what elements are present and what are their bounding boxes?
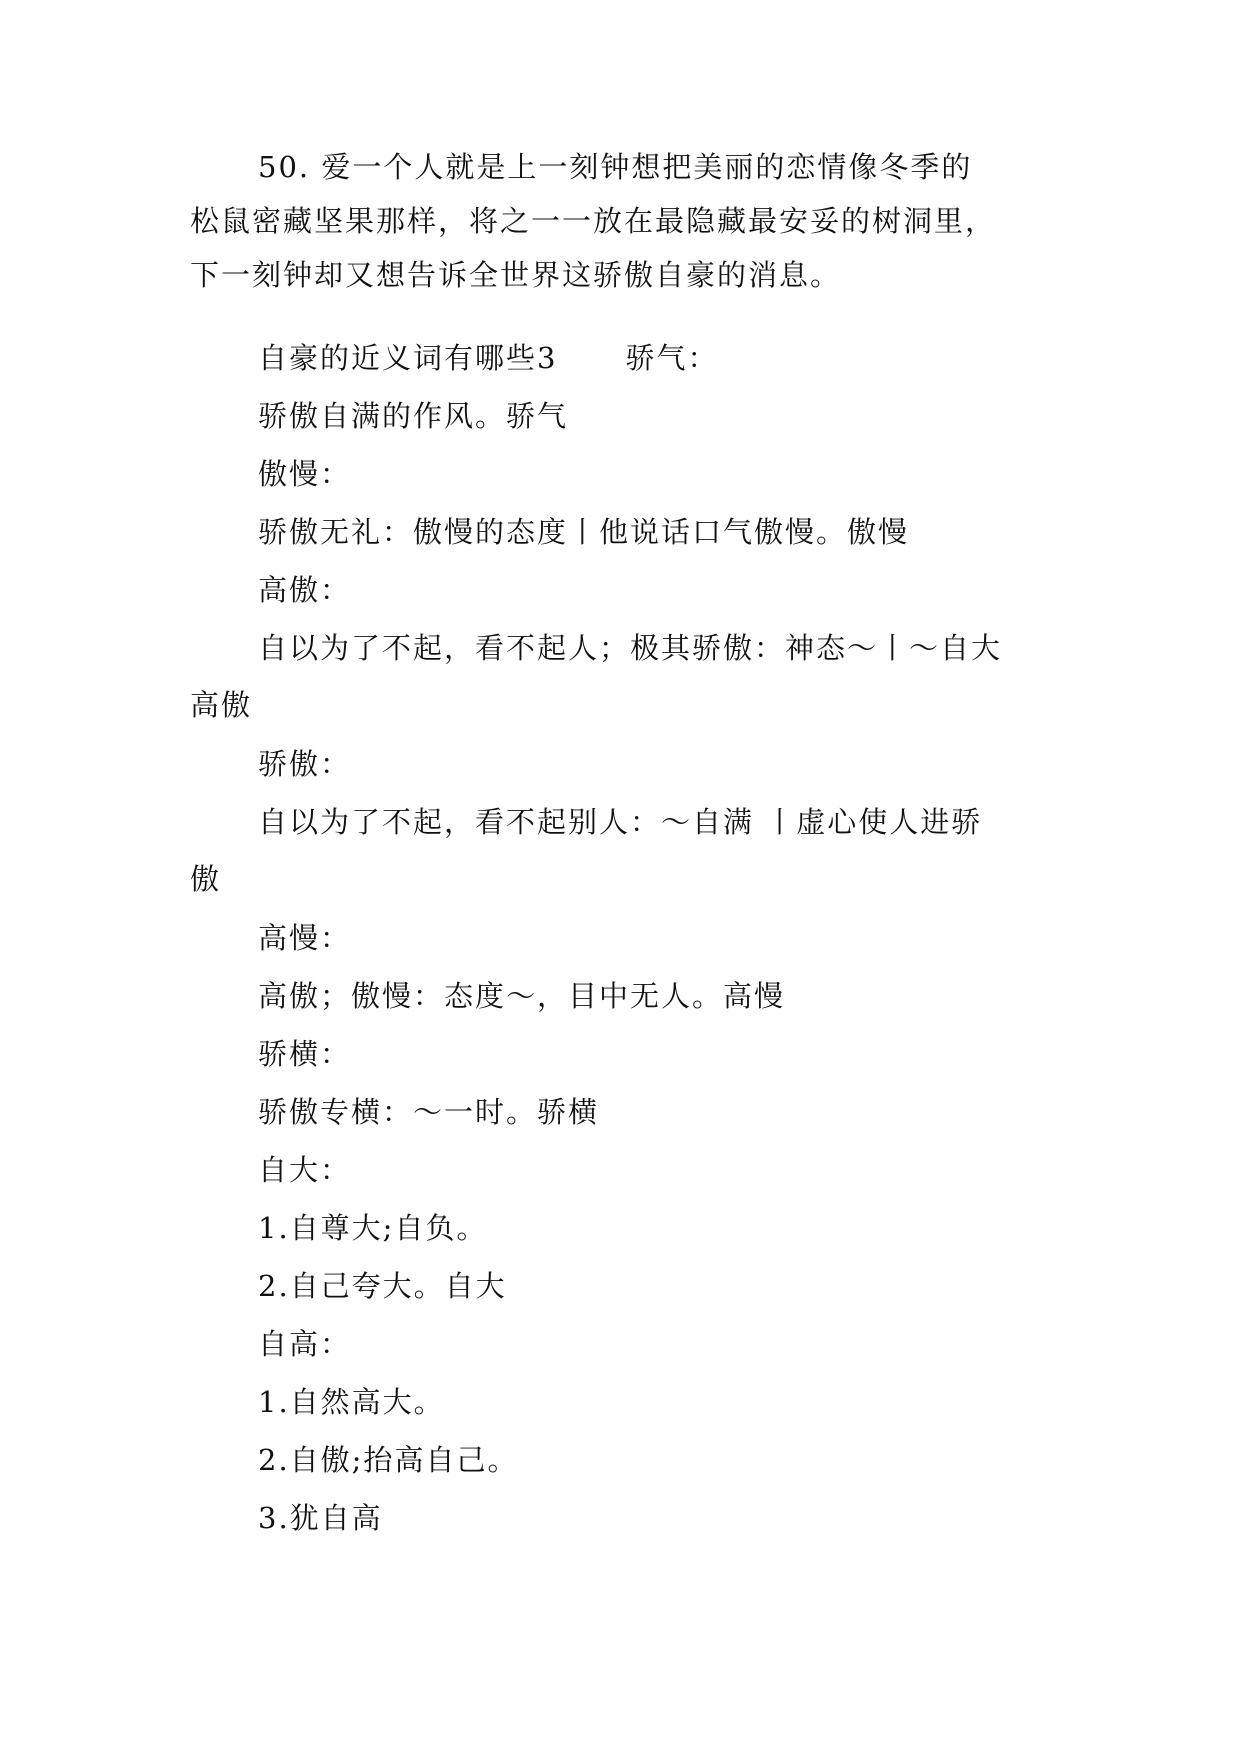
text-line: 骄傲专横：～一时。骄横 (258, 1095, 600, 1129)
text-line: 1.自尊大;自负。 (258, 1211, 488, 1245)
text-line: 骄傲自满的作风。骄气 (258, 399, 569, 433)
text-line: 自以为了不起，看不起人；极其骄傲：神态～丨～自大 (258, 631, 1003, 665)
text-line: 50. 爱一个人就是上一刻钟想把美丽的恋情像冬季的 (258, 150, 973, 184)
text-line: 骄傲无礼：傲慢的态度丨他说话口气傲慢。傲慢 (258, 515, 910, 549)
text-line: 3.犹自高 (258, 1501, 383, 1535)
text-line: 自以为了不起，看不起别人：～自满 丨虚心使人进骄 (258, 805, 983, 839)
text-line: 高傲 (190, 688, 253, 722)
text-line: 傲 (190, 862, 222, 896)
text-line: 高傲；傲慢：态度～，目中无人。高慢 (258, 979, 786, 1013)
term-label: 高慢： (258, 921, 352, 955)
section-heading: 自豪的近义词有哪些3 (258, 341, 558, 375)
text-line: 2.自己夸大。自大 (258, 1269, 507, 1303)
term-label: 自高： (258, 1327, 352, 1361)
term-label: 骄气： (625, 341, 719, 375)
term-label: 骄横： (258, 1037, 352, 1071)
text-line: 下一刻钟却又想告诉全世界这骄傲自豪的消息。 (190, 258, 842, 292)
term-label: 傲慢： (258, 457, 352, 491)
term-label: 自大： (258, 1153, 352, 1187)
text-line: 松鼠密藏坚果那样，将之一一放在最隐藏最安妥的树洞里， (190, 204, 997, 238)
section-heading-line (258, 338, 718, 378)
term-label: 高傲： (258, 573, 352, 607)
term-label: 骄傲： (258, 747, 352, 781)
text-line: 2.自傲;抬高自己。 (258, 1443, 519, 1477)
text-line: 1.自然高大。 (258, 1385, 445, 1419)
